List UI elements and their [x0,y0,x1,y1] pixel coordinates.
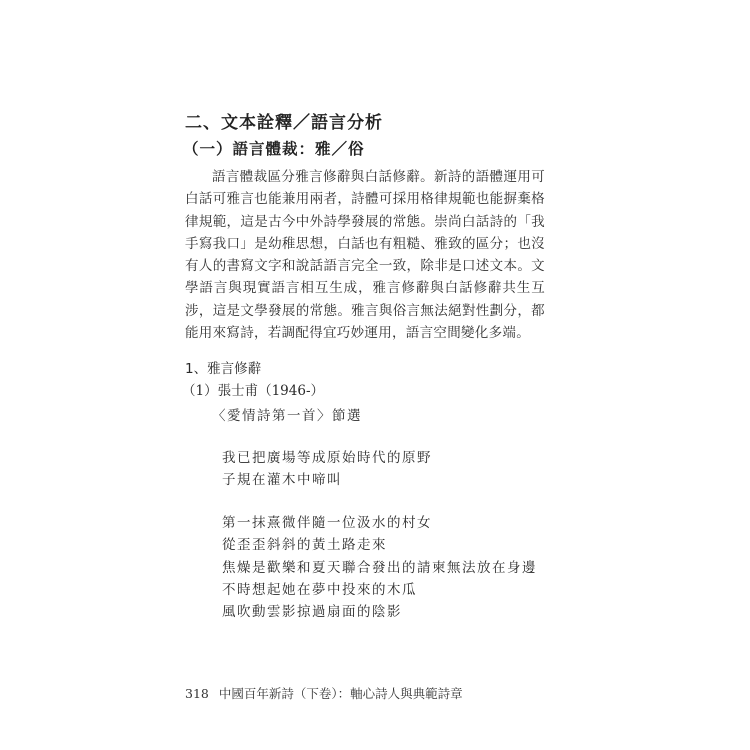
poem-stanza-2 [222,512,537,623]
poem-line: 風吹動雲影掠過扇面的陰影 [222,604,402,621]
poem-line: 焦燥是歡樂和夏天聯合發出的請柬無法放在身邊 [222,559,537,576]
item-heading: 1、雅言修辭 [185,361,262,377]
section-heading: 二、文本詮釋／語言分析 [185,113,383,133]
poem-line: 我已把廣場等成原始時代的原野 [222,450,432,466]
poet-line: （1）張士甫（1946-） [182,383,325,399]
poem-line: 子規在灌木中啼叫 [222,472,342,489]
body-paragraph: 語言體裁區分雅言修辭與白話修辭。新詩的語體運用可白話可雅言也能兼用兩者，詩體可採用格律規範也能摒棄格律規範，這是古今中外詩學發展的常態。崇尚白話詩的「我手寫我口」是幼稚思想，白話也有粗糙、雅致的區分；也沒有人的書寫文字和說話語言完全一致，除非是口述文本。文學語言與現實語言相互生成，雅言修辭與白話修辭共生互涉，這是文學發展的常態。雅言與俗言無法絕對性劃分，都能用來寫詩，若調配得宜巧妙運用，語言空間變化多端。 [185,169,545,342]
poem-line: 第一抹熹微伴隨一位汲水的村女 [222,515,432,531]
poem-stanza-1 [222,447,432,492]
poem-line: 不時想起她在夢中投來的木瓜 [222,581,417,598]
page-footer [185,684,463,702]
poem-line: 從歪歪斜斜的黃土路走來 [222,537,387,554]
subsection-heading: （一）語言體裁：雅／俗 [183,140,365,158]
page-number: 318 [185,686,209,701]
book-title: 中國百年新詩（下卷）：軸心詩人與典範詩章 [218,686,463,701]
poem-title: 〈愛情詩第一首〉節選 [212,408,362,424]
